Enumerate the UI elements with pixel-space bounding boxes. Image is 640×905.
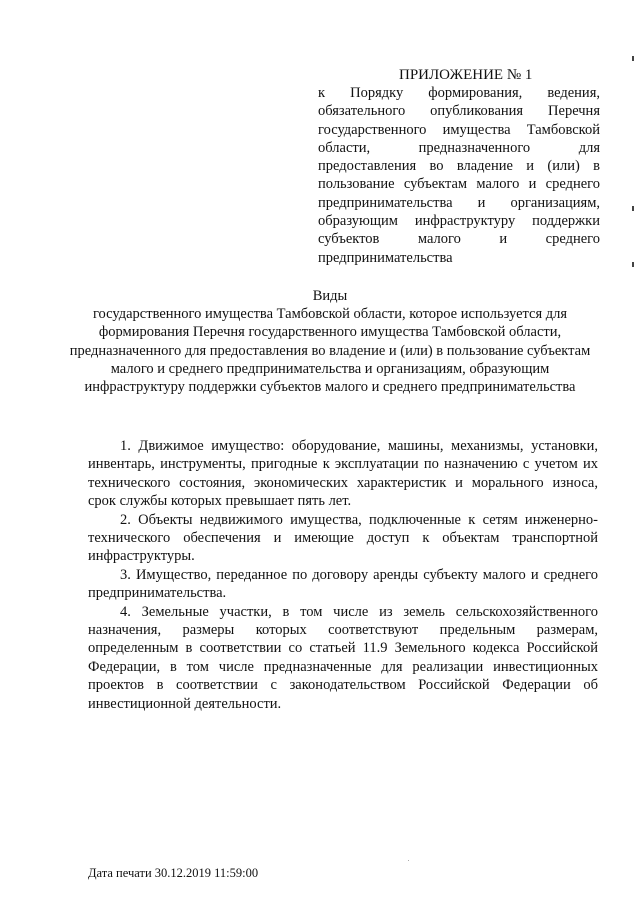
scan-edge-mark xyxy=(632,262,634,267)
document-heading xyxy=(60,287,600,396)
list-item: 3. Имущество, переданное по договору аренды субъекту малого и среднего предпринимательства. xyxy=(88,566,598,602)
list-item: 1. Движимое имущество: оборудование, машины, механизмы, установки, инвентарь, инструменты, пригодные к эксплуатации по назначению с учетом их технического состояния, экономических характеристик и морального износа, срок службы которых превышает пять лет. xyxy=(88,438,598,510)
list-item: 4. Земельные участки, в том числе из земель сельскохозяйственного назначения, размеры которых соответствуют предельным размерам, определенным в соответствии со статьей 11.9 Земельного кодекса Российской Федерации, в том числе предназначенные для реализации инвестиционных проектов в соответствии с законодательством Российской Федерации об инвестиционной деятельности. xyxy=(88,603,598,712)
document-body xyxy=(88,437,598,713)
scan-edge-mark xyxy=(632,206,634,211)
appendix-title: ПРИЛОЖЕНИЕ № 1 xyxy=(399,67,533,83)
scan-dot-mark xyxy=(408,860,409,861)
heading-word: Виды xyxy=(312,288,348,304)
appendix-subtitle: к Порядку формирования, ведения, обязательного опубликования Перечня государственного имущества Тамбовской области, предназначенного для предоставления во владение и (или) в пользование субъектам малого и среднего предпринимательства и организациям, образующим инфраструктуру поддержки субъектов малого и среднего предпринимательства xyxy=(318,85,600,266)
scan-edge-mark xyxy=(632,56,634,61)
list-item: 2. Объекты недвижимого имущества, подключенные к сетям инженерно-технического обеспечения и имеющие доступ к объектам транспортной инфраструктуры. xyxy=(88,511,598,565)
print-date: Дата печати 30.12.2019 11:59:00 xyxy=(88,866,259,880)
heading-text: государственного имущества Тамбовской области, которое используется для формирования Перечня государственного имущества Тамбовской области, предназначенного для предоставления во владение и (или) в пользование субъектам малого и среднего предпринимательства и организациям, образующим инфраструктуру поддержки субъектов малого и среднего предпринимательства xyxy=(69,306,591,396)
